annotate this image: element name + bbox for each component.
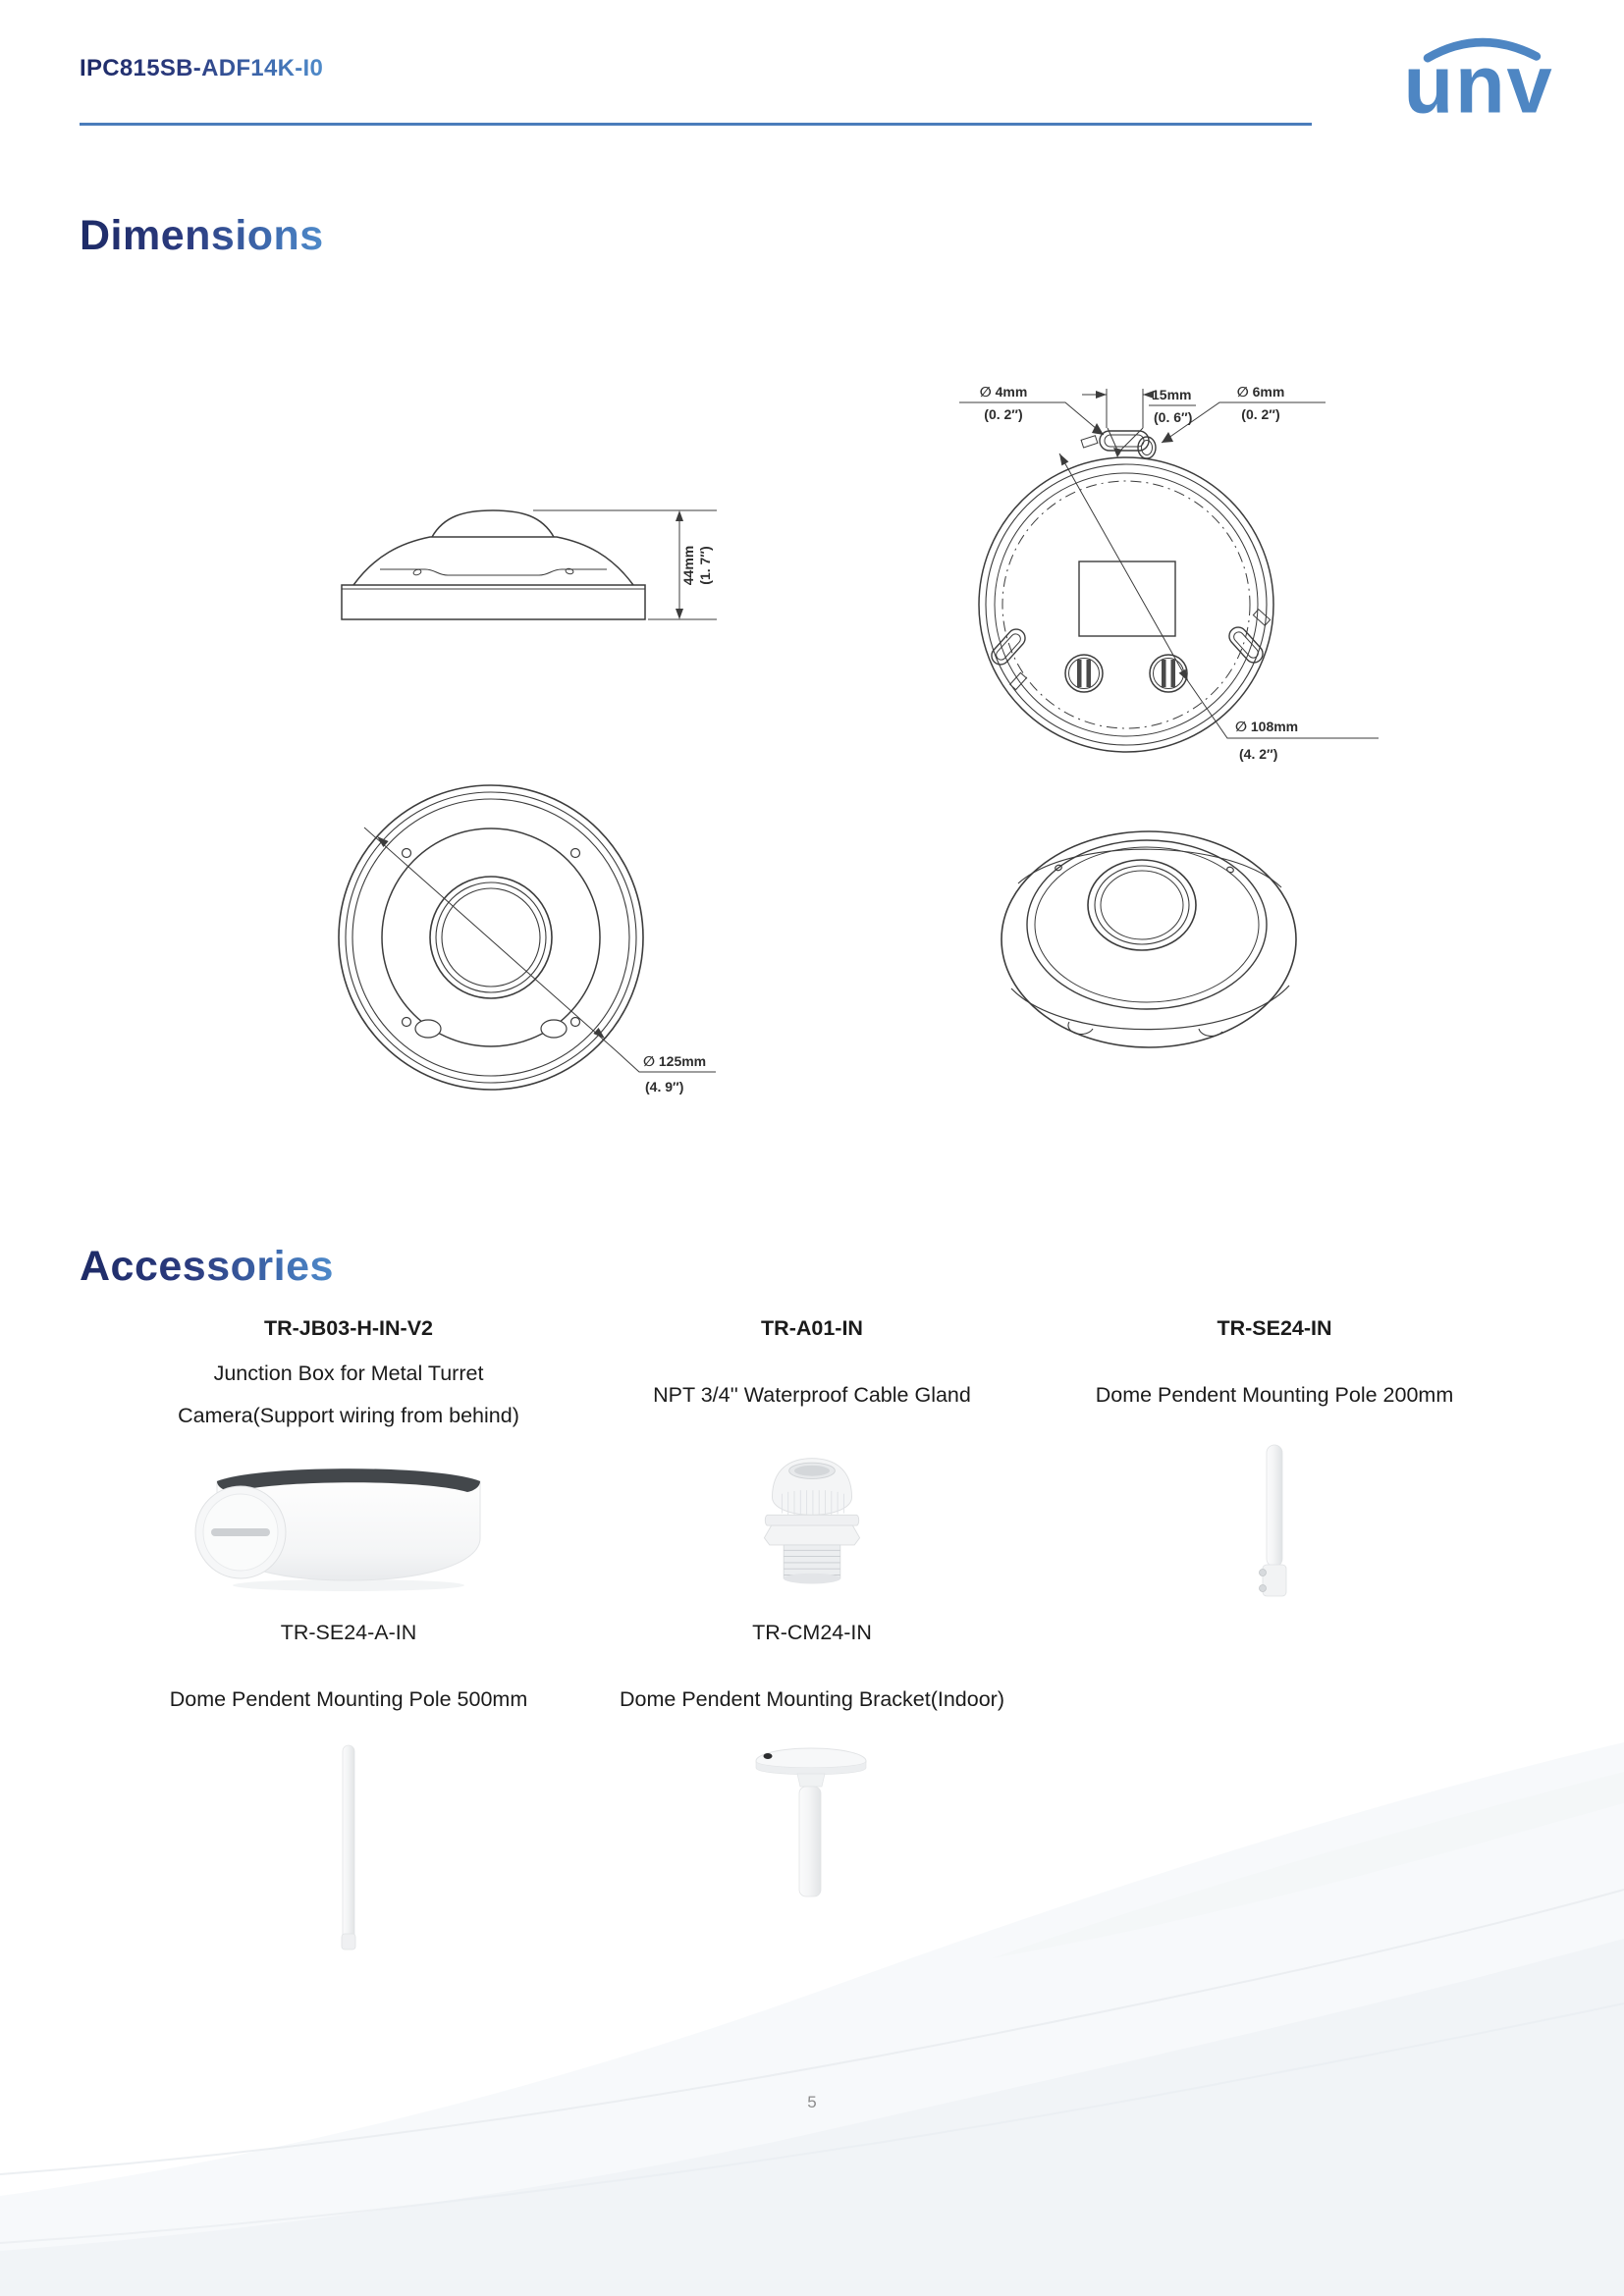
mounting-pole-500mm-image (327, 1741, 370, 1955)
screw-slots (1077, 660, 1175, 687)
accessory-card-tr-se24-a (103, 1618, 594, 1969)
page-number: 5 (807, 2093, 817, 2111)
accessory-card-tr-cm24 (567, 1618, 1057, 1969)
dim-label-hole4-in: (0. 2″) (984, 406, 1023, 422)
ceiling-bracket-image (748, 1741, 876, 1908)
perspective-view-drawing (957, 807, 1350, 1101)
accessory-description (567, 1353, 1057, 1437)
accessory-description (1029, 1353, 1520, 1437)
accessory-description-line: Camera(Support wiring from behind) (178, 1404, 519, 1427)
junction-box-image (191, 1448, 506, 1595)
accessory-description (103, 1353, 594, 1437)
accessory-model: TR-SE24-A-IN (280, 1621, 417, 1644)
accessory-card-tr-se24 (1029, 1313, 1520, 1606)
cable-gland-image (750, 1451, 874, 1593)
accessory-description-line: Dome Pendent Mounting Pole 500mm (169, 1686, 528, 1711)
dim-label-basedia-in: (4. 2″) (1239, 746, 1278, 762)
side-view-drawing (324, 487, 727, 673)
dim-label-hole4-mm: ∅ 4mm (979, 384, 1028, 400)
accessory-card-tr-a01 (567, 1313, 1057, 1606)
section-title-dimensions: Dimensions (80, 212, 324, 259)
dim-label-pitch15-in: (0. 6″) (1154, 409, 1193, 425)
unv-logo (1347, 27, 1610, 116)
accessory-description (567, 1657, 1057, 1741)
accessory-model: TR-SE24-IN (1217, 1316, 1332, 1340)
dim-label-pitch15-mm: 15mm (1152, 387, 1192, 402)
accessory-description-line: NPT 3/4'' Waterproof Cable Gland (653, 1382, 971, 1407)
accessory-card-tr-jb03 (103, 1313, 594, 1606)
dim-label-bodydia-in: (4. 9″) (645, 1079, 684, 1095)
mounting-pole-200mm-image (1243, 1439, 1306, 1604)
dim-label-height-mm: 44mm (680, 545, 696, 586)
base-view-drawing (935, 357, 1386, 781)
model-number: IPC815SB-ADF14K-I0 (80, 55, 324, 81)
accessory-model: TR-JB03-H-IN-V2 (263, 1316, 434, 1340)
dim-label-height-in: (1. 7″) (697, 546, 713, 585)
dim-label-basedia-mm: ∅ 108mm (1235, 719, 1299, 734)
accessory-description-line: Dome Pendent Mounting Pole 200mm (1095, 1382, 1454, 1407)
accessory-description-line: Junction Box for Metal Turret (213, 1362, 484, 1385)
accessory-model: TR-CM24-IN (752, 1621, 872, 1644)
dim-label-hole6-mm: ∅ 6mm (1236, 384, 1285, 400)
section-title-accessories: Accessories (80, 1243, 334, 1290)
front-view-drawing (278, 772, 718, 1130)
accessory-description (103, 1657, 594, 1741)
dim-label-hole6-in: (0. 2″) (1241, 406, 1280, 422)
accessory-description-line: Dome Pendent Mounting Bracket(Indoor) (620, 1686, 1004, 1711)
dim-label-bodydia-mm: ∅ 125mm (643, 1053, 707, 1069)
logo-text: unv (1403, 38, 1554, 116)
header-rule (80, 123, 1312, 126)
accessory-model: TR-A01-IN (761, 1316, 863, 1340)
